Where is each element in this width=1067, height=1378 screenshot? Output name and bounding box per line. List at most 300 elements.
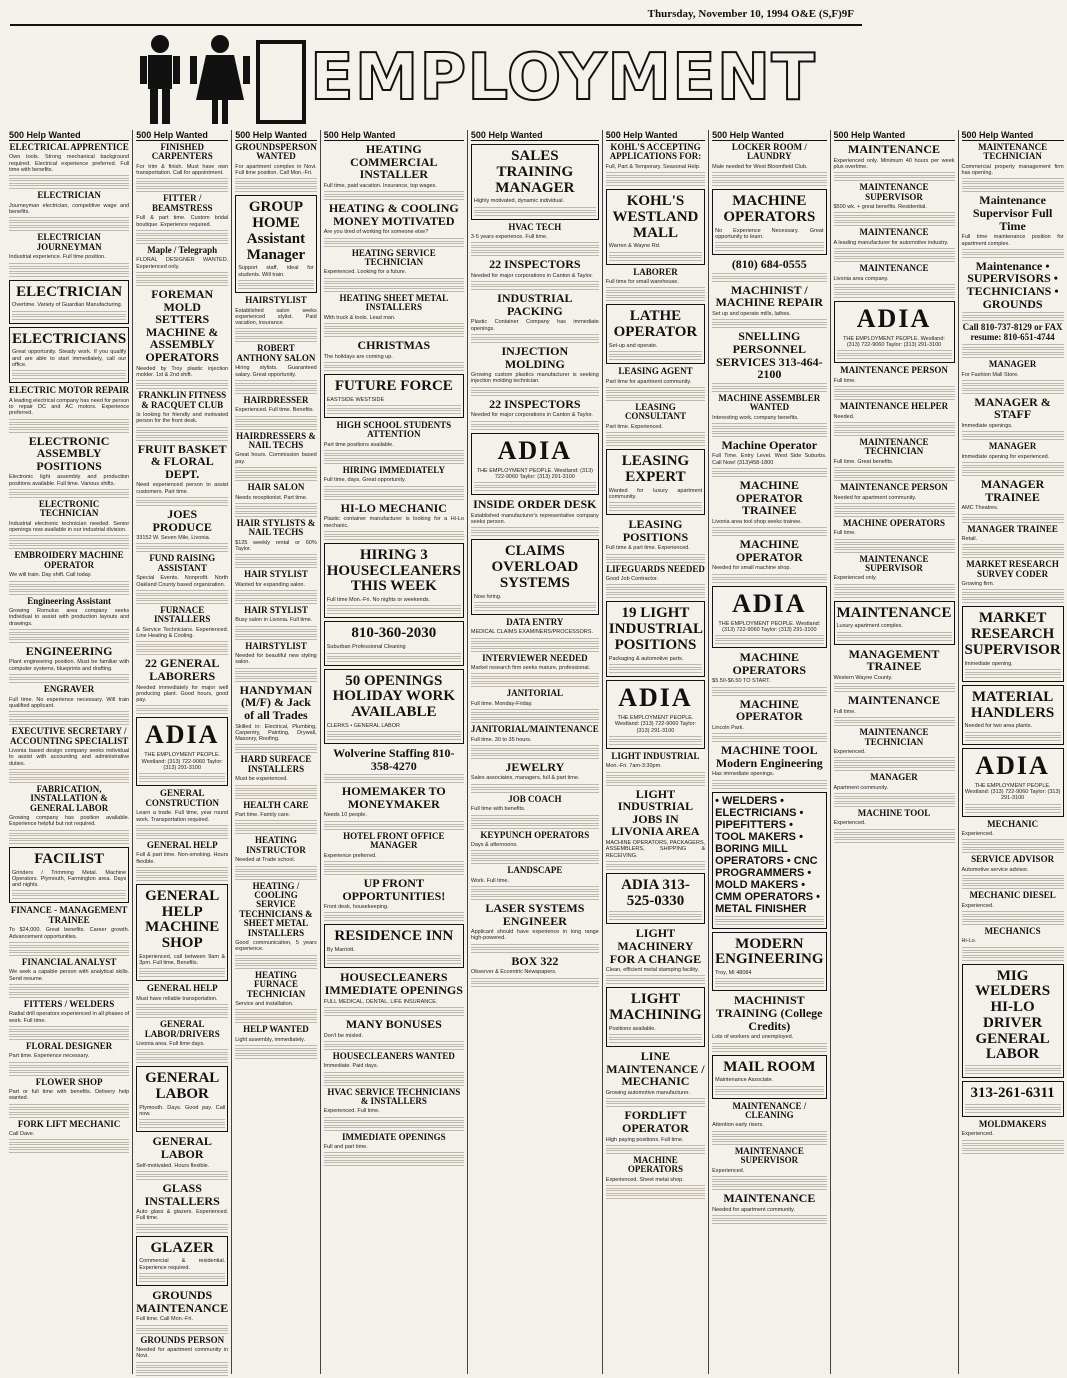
ad-title: (810) 684-0555: [731, 257, 807, 272]
ad-title: MAINTENANCE / CLEANING: [732, 1100, 807, 1121]
fine-print-lines: [471, 339, 599, 343]
fine-print-lines: [235, 590, 317, 594]
ad-title: ELECTRICIAN JOURNEYMAN: [36, 232, 102, 252]
fine-print-lines: [962, 188, 1064, 192]
fine-print-lines: [837, 632, 952, 636]
ad-title: HEATING FURNACE TECHNICIAN: [246, 969, 306, 999]
fine-print-lines: [139, 968, 225, 972]
ad-title: HAIRSTYLIST: [245, 640, 307, 651]
ad-title: LATHE OPERATOR: [613, 308, 698, 341]
fine-print-lines: [235, 385, 317, 389]
ad-title: UP FRONT OPPORTUNITIES!: [342, 875, 446, 903]
fine-print-lines: [327, 955, 461, 959]
ad-body: Mon.-Fri. 7am-3:30pm.: [605, 763, 662, 770]
fine-print-lines: [712, 1176, 826, 1180]
ad-title: HIRING IMMEDIATELY: [342, 465, 445, 476]
fine-print-lines: [9, 175, 129, 179]
ad-body: Experienced.: [833, 749, 866, 755]
ad-title: Maintenance • SUPERVISORS • TECHNICIANS • GROUNDS: [966, 258, 1059, 311]
ad-body: Overtime. Variety of Guardian Manufacturing.: [12, 302, 123, 309]
classified-ad: [324, 1052, 464, 1086]
ad-title: GROUNDS PERSON: [140, 1334, 225, 1345]
classified-ad: [962, 685, 1064, 745]
fine-print-lines: [12, 370, 126, 374]
fine-print-lines: [9, 424, 129, 428]
fine-print-lines: [965, 1109, 1061, 1113]
fine-print-lines: [9, 180, 129, 184]
fine-print-lines: [9, 494, 129, 498]
fine-print-lines: [834, 427, 955, 431]
ad-title: INTERVIEWER NEEDED: [482, 652, 588, 663]
ad-body: Set-up and operate.: [608, 342, 658, 349]
classified-ad: [9, 386, 129, 432]
ad-body: Full time, paid vacation. Insurance, top wages.: [323, 182, 437, 189]
fine-print-lines: [324, 1122, 464, 1126]
fine-print-lines: [235, 554, 317, 558]
ad-body: Full & part time. Non-smoking. Hours flexible.: [136, 852, 229, 865]
classified-ad: [712, 538, 826, 582]
top-rule: [10, 24, 862, 26]
fine-print-lines: [606, 387, 705, 391]
ad-title: BOX 322: [511, 953, 559, 968]
fine-print-lines: [609, 1034, 702, 1038]
ad-title: HOUSECLEANERS IMMEDIATE OPENINGS: [324, 970, 463, 998]
ad-body: Needed for apartment community.: [833, 494, 917, 501]
fine-print-lines: [609, 664, 702, 668]
fine-print-lines: [715, 983, 823, 987]
classified-ad: [324, 621, 464, 665]
fine-print-lines: [235, 790, 317, 794]
classified-ad: [712, 651, 826, 695]
ad-title: MECHANIC: [987, 818, 1039, 829]
classified-ad: [962, 820, 1064, 854]
ad-title: FINISHED CARPENTERS: [151, 142, 213, 162]
fine-print-lines: [235, 503, 317, 507]
ad-body: Full time. Monday-Friday.: [470, 700, 533, 707]
ad-body: Automotive service advisor.: [961, 866, 1029, 873]
fine-print-lines: [136, 1229, 228, 1233]
fine-print-lines: [471, 755, 599, 759]
ad-body: Experienced.: [961, 902, 994, 909]
ad-title: LANDSCAPE: [507, 865, 563, 876]
ad-body: Lincoln Park.: [712, 724, 744, 731]
ad-body: Full time.: [833, 530, 856, 537]
classified-ad: [9, 785, 129, 844]
ad-title: MIG WELDERS HI-LO DRIVER GENERAL LABOR: [975, 967, 1051, 1063]
fine-print-lines: [327, 731, 461, 735]
classified-ad: [712, 479, 826, 536]
ad-title: HAIRSTYLIST: [245, 295, 307, 306]
ad-title: HIGH SCHOOL STUDENTS ATTENTION: [336, 419, 452, 440]
fine-print-lines: [962, 472, 1064, 476]
fine-print-lines: [834, 594, 955, 598]
ad-title: HEATING SHEET METAL INSTALLERS: [339, 292, 449, 313]
fine-print-lines: [471, 387, 599, 391]
ad-title: ADIA: [497, 435, 573, 465]
fine-print-lines: [962, 844, 1064, 848]
ad-title: MECHANIC DIESEL: [969, 890, 1056, 901]
ad-title: CLAIMS OVERLOAD SYSTEMS: [491, 543, 579, 591]
classified-ad: [324, 924, 464, 968]
ad-body: Maintenance Associate.: [715, 1077, 774, 1084]
fine-print-lines: [9, 779, 129, 783]
fine-print-lines: [712, 1048, 826, 1052]
ad-body: Needed for major corporations in Canton & Taylor.: [470, 272, 593, 279]
fine-print-lines: [136, 1224, 228, 1228]
ad-title: MAINTENANCE TECHNICIAN: [859, 436, 929, 457]
classified-ad: [471, 831, 599, 865]
ad-body: Sales associates, managers, full & part time.: [470, 775, 580, 782]
classified-ad: [9, 847, 129, 904]
fine-print-lines: [136, 590, 228, 594]
fine-print-lines: [136, 651, 228, 655]
fine-print-lines: [962, 254, 1064, 258]
ad-body: Established manufacturer's representative company seeks person.: [470, 512, 599, 526]
ad-title: HEATING & COOLING MONEY MOTIVATED: [328, 201, 459, 228]
fine-print-lines: [606, 584, 705, 588]
fine-print-lines: [471, 860, 599, 864]
fine-print-lines: [609, 502, 702, 506]
ad-title: GENERAL LABOR: [145, 1070, 220, 1103]
fine-print-lines: [324, 1007, 464, 1011]
fine-print-lines: [962, 312, 1064, 316]
fine-print-lines: [834, 717, 955, 721]
classified-ad: [235, 642, 317, 682]
classified-ad: [235, 606, 317, 640]
ad-title: ELECTRONIC TECHNICIAN: [38, 498, 100, 519]
ad-title: EXECUTIVE SECRETARY / ACCOUNTING SPECIALIST: [9, 726, 129, 746]
fine-print-lines: [9, 634, 129, 638]
classified-ad: [136, 657, 228, 714]
fine-print-lines: [9, 984, 129, 988]
ad-body: Full and part time.: [323, 1144, 368, 1151]
ad-title: ADIA: [732, 588, 807, 618]
ad-title: MAINTENANCE: [848, 142, 941, 156]
ad-body: Plastic Container Company has immediate openings.: [470, 319, 599, 332]
fine-print-lines: [962, 349, 1064, 353]
ad-title: LEASING AGENT: [618, 366, 693, 377]
ad-title: • WELDERS • ELECTRICIANS • PIPEFITTERS • TOOL MAKERS • BORING MILL OPERATORS • CNC PROGRAMMERS • MOLD MAKERS • CMM OPERATORS • METAL FINISHER: [715, 794, 821, 915]
ad-title: GLASS INSTALLERS: [144, 1180, 220, 1208]
fine-print-lines: [712, 1220, 826, 1224]
classified-ad: [712, 698, 826, 742]
ad-body: Full time. No experience necessary. Will train qualified applicant.: [9, 696, 130, 709]
fine-print-lines: [962, 589, 1064, 593]
classified-ad: [712, 284, 826, 328]
fine-print-lines: [712, 278, 826, 282]
classified-ad: [136, 984, 228, 1018]
fine-print-lines: [606, 437, 705, 441]
ad-body: Full time with benefits.: [470, 806, 526, 813]
ad-body: Part or full time with benefits. Delivery help wanted.: [9, 1089, 130, 1102]
fine-print-lines: [235, 668, 317, 672]
classified-ad: [235, 836, 317, 879]
ad-body: Interesting work, company benefits.: [712, 414, 799, 421]
ad-body: Don't be misled.: [323, 1032, 363, 1039]
ad-body: Western Wayne County.: [833, 674, 893, 681]
fine-print-lines: [715, 242, 823, 246]
ad-title: MODERN ENGINEERING: [715, 935, 824, 968]
ad-body: For trim & finish. Must have own transportation. Call for appointment.: [136, 163, 229, 177]
ad-body: Days & afternoons.: [470, 841, 518, 848]
fine-print-lines: [837, 637, 952, 641]
ad-body: For apartment complex in Novi. Full time position. Call Mon.-Fri.: [235, 163, 317, 177]
fine-print-lines: [9, 591, 129, 595]
fine-print-lines: [965, 804, 1061, 808]
fine-print-lines: [12, 316, 126, 320]
fine-print-lines: [235, 564, 317, 568]
ad-title: MANAGER & STAFF: [974, 394, 1051, 422]
ad-title: MATERIAL HANDLERS: [970, 688, 1055, 721]
fine-print-lines: [471, 334, 599, 338]
ad-title: GENERAL HELP MACHINE SHOP: [145, 887, 220, 952]
fine-print-lines: [9, 1067, 129, 1071]
ad-title: FLORAL DESIGNER: [25, 1040, 113, 1051]
fine-print-lines: [235, 467, 317, 471]
fine-print-lines: [136, 230, 228, 234]
fine-print-lines: [471, 825, 599, 829]
fine-print-lines: [962, 911, 1064, 915]
fine-print-lines: [324, 1082, 464, 1086]
ad-title: MACHINE OPERATORS: [627, 1154, 684, 1175]
classified-ad: [834, 301, 955, 364]
classified-ad: [712, 1147, 826, 1190]
fine-print-lines: [715, 247, 823, 251]
classified-ad: [9, 1000, 129, 1040]
ad-title: MOLDMAKERS: [978, 1118, 1047, 1129]
fine-print-lines: [962, 957, 1064, 961]
ad-body: Apartment community.: [833, 784, 889, 791]
fine-print-lines: [471, 643, 599, 647]
classified-ad: [471, 223, 599, 257]
fine-print-lines: [834, 839, 955, 843]
fine-print-lines: [712, 1186, 826, 1190]
classified-ad: [471, 725, 599, 759]
fine-print-lines: [327, 658, 461, 662]
ad-title: FACILIST: [34, 850, 104, 867]
ad-title: MAINTENANCE SUPERVISOR: [734, 1145, 804, 1166]
fine-print-lines: [324, 455, 464, 459]
fine-print-lines: [471, 719, 599, 723]
fine-print-lines: [235, 559, 317, 563]
fine-print-lines: [471, 421, 599, 425]
fine-print-lines: [606, 287, 705, 291]
fine-print-lines: [471, 896, 599, 900]
ad-title: ADIA 313-525-0330: [621, 876, 690, 909]
ad-body: Hiring stylists. Guaranteed salary. Great opportunity.: [235, 365, 317, 378]
ad-body: Luxury apartment complex.: [836, 623, 903, 630]
fine-print-lines: [606, 392, 705, 396]
fine-print-lines: [9, 581, 129, 585]
fine-print-lines: [834, 467, 955, 471]
ad-body: Livonia area tool shop seeks trainee.: [712, 518, 802, 525]
fine-print-lines: [235, 1014, 317, 1018]
ad-body: Good communication, 5 years experience.: [235, 940, 317, 953]
classified-ad: [606, 518, 705, 562]
ad-body: Plymouth. Days. Good pay. Call now.: [139, 1104, 226, 1118]
ad-body: Great opportunity. Steady work. If you qualify and are able to start immediately, call our office.: [12, 349, 127, 368]
ad-title: HEATING SERVICE TECHNICIAN: [351, 247, 436, 267]
classified-ad: [324, 249, 464, 292]
ad-body: Auto glass & glazers. Experienced. Full time.: [136, 1209, 229, 1222]
fine-print-lines: [606, 1190, 705, 1194]
fine-print-lines: [324, 491, 464, 495]
fine-print-lines: [327, 610, 461, 614]
fine-print-lines: [324, 779, 464, 783]
classified-ad: [834, 183, 955, 226]
fine-print-lines: [962, 390, 1064, 394]
fine-print-lines: [962, 183, 1064, 187]
fine-print-lines: [834, 503, 955, 507]
classified-ad: [235, 755, 317, 798]
fine-print-lines: [136, 867, 228, 871]
ad-title: HEALTH CARE: [243, 799, 309, 810]
ad-title: MACHINE OPERATORS: [732, 650, 807, 677]
ad-body: A leading electrical company has need for person to repair DC and AC motors. Experience preferred.: [9, 397, 130, 417]
fine-print-lines: [235, 595, 317, 599]
ad-title: LIGHT INDUSTRIAL: [611, 750, 700, 761]
ad-body: Suburban Professional Cleaning: [326, 644, 406, 651]
classified-ad: [606, 752, 705, 786]
classified-ad: [471, 539, 599, 615]
fine-print-lines: [9, 217, 129, 221]
ad-title: LIGHT MACHINING: [609, 991, 702, 1024]
classified-ad: [471, 618, 599, 652]
classified-ad: [606, 143, 705, 186]
fine-print-lines: [136, 1009, 228, 1013]
fine-print-lines: [136, 240, 228, 244]
ad-title: GENERAL CONSTRUCTION: [145, 788, 219, 808]
ad-body: Needed for beautiful new styling salon.: [235, 653, 317, 666]
fine-print-lines: [136, 1325, 228, 1329]
fine-print-lines: [136, 183, 228, 187]
fine-print-lines: [715, 916, 823, 920]
ad-title: MACHINIST / MACHINE REPAIR: [715, 282, 824, 310]
ad-title: GENERAL LABOR/DRIVERS: [144, 1019, 220, 1039]
classified-ad: [324, 669, 464, 745]
ad-title: 50 OPENINGS HOLIDAY WORK AVAILABLE: [332, 672, 456, 721]
classified-ad: [9, 500, 129, 549]
classified-ad: [235, 396, 317, 430]
fine-print-lines: [474, 482, 596, 486]
fine-print-lines: [834, 834, 955, 838]
classified-ad: [136, 1236, 228, 1286]
fine-print-lines: [609, 356, 702, 360]
ad-body: Support staff, ideal for students. Will train.: [238, 265, 314, 278]
dateline: Thursday, November 10, 1994 O&E (S,F)9F: [647, 8, 854, 20]
fine-print-lines: [834, 248, 955, 252]
ad-title: FITTERS / WELDERS: [23, 998, 115, 1009]
fine-print-lines: [471, 855, 599, 859]
fine-print-lines: [324, 531, 464, 535]
fine-print-lines: [136, 235, 228, 239]
classified-ad: [962, 260, 1064, 321]
ad-title: GROUNDS MAINTENANCE: [136, 1288, 229, 1315]
fine-print-lines: [136, 437, 228, 441]
fine-print-lines: [962, 947, 1064, 951]
ad-title: MACHINE OPERATOR TRAINEE: [735, 478, 803, 518]
ad-title: ENGRAVER: [43, 684, 95, 695]
fine-print-lines: [962, 1140, 1064, 1144]
classified-ad: [834, 773, 955, 807]
fine-print-lines: [324, 774, 464, 778]
ad-title: FINANCIAL ANALYST: [21, 956, 117, 967]
classified-ad: [136, 143, 228, 192]
ad-title: ENGINEERING: [25, 643, 113, 658]
fine-print-lines: [9, 1104, 129, 1108]
ad-body: Troy, MI 48084: [715, 970, 752, 977]
ad-body: Service and installation.: [235, 1001, 294, 1008]
ad-body: Full time Mon.-Fri. No nights or weekends.: [326, 597, 431, 604]
ad-body: Experienced only.: [833, 575, 877, 582]
ad-body: Livonia based design company seeks individual to assist with accounting and administrative duties.: [9, 747, 130, 767]
fine-print-lines: [712, 733, 826, 737]
classified-ad: [712, 1192, 826, 1224]
fine-print-lines: [9, 586, 129, 590]
classified-ad: [471, 258, 599, 290]
fine-print-lines: [136, 385, 228, 389]
ad-body: Needed.: [833, 413, 855, 420]
ad-title: MAINTENANCE: [836, 604, 952, 621]
fine-print-lines: [609, 736, 702, 740]
ad-body: EASTSIDE WESTSIDE: [326, 396, 385, 403]
ad-body: Is looking for friendly and motivated person for the front desk.: [136, 412, 229, 425]
fine-print-lines: [712, 579, 826, 583]
classified-ad: [712, 143, 826, 186]
ad-title: MAINTENANCE TECHNICIAN: [978, 142, 1048, 162]
ad-title: 22 GENERAL LABORERS: [145, 656, 220, 683]
fine-print-lines: [324, 1157, 464, 1161]
ad-body: Needed by Troy plastic injection molder. 1st & 2nd shift.: [136, 365, 229, 378]
classified-ad: [235, 143, 317, 192]
fine-print-lines: [962, 849, 1064, 853]
fine-print-lines: [235, 421, 317, 425]
ad-title: HARD SURFACE INSTALLERS: [240, 754, 312, 774]
ad-body: Needs 10 people.: [323, 812, 367, 819]
fine-print-lines: [136, 432, 228, 436]
fine-print-lines: [136, 825, 228, 829]
fine-print-lines: [606, 442, 705, 446]
classified-ad: [136, 1289, 228, 1333]
fine-print-lines: [9, 185, 129, 189]
ad-body: Needed immediately for major well producing plant. Good hours, good pay.: [136, 684, 229, 704]
ad-title: INDUSTRIAL PACKING: [497, 291, 573, 318]
column-heading: 500 Help Wanted: [324, 130, 464, 141]
classified-ad: [712, 189, 826, 255]
ad-title: MAINTENANCE SUPERVISOR: [859, 553, 929, 573]
ad-body: Clean, efficient metal stamping facility.: [605, 967, 699, 974]
ad-body: Market research firm seeks mature, professional.: [470, 665, 591, 672]
ad-body: Needed at Trade school.: [235, 857, 296, 864]
classified-ad: [834, 555, 955, 598]
fine-print-lines: [715, 921, 823, 925]
fine-print-lines: [324, 288, 464, 292]
fine-print-lines: [471, 527, 599, 531]
ad-body: Growing firm.: [961, 581, 995, 588]
column-heading: 500 Help Wanted: [471, 130, 599, 141]
ad-body: A leading manufacturer for automotive industry.: [833, 239, 949, 246]
classified-ad: [712, 394, 826, 437]
ad-title: CHRISTMAS: [357, 337, 431, 352]
ad-title: LINE MAINTENANCE / MECHANIC: [606, 1049, 705, 1089]
classified-ad: [471, 654, 599, 688]
classified-ad: [606, 680, 705, 749]
ad-body: The holidays are coming up.: [323, 353, 393, 360]
classified-ad: [136, 1020, 228, 1063]
fine-print-lines: [235, 328, 317, 332]
fine-print-lines: [235, 673, 317, 677]
fine-print-lines: [606, 1150, 705, 1154]
